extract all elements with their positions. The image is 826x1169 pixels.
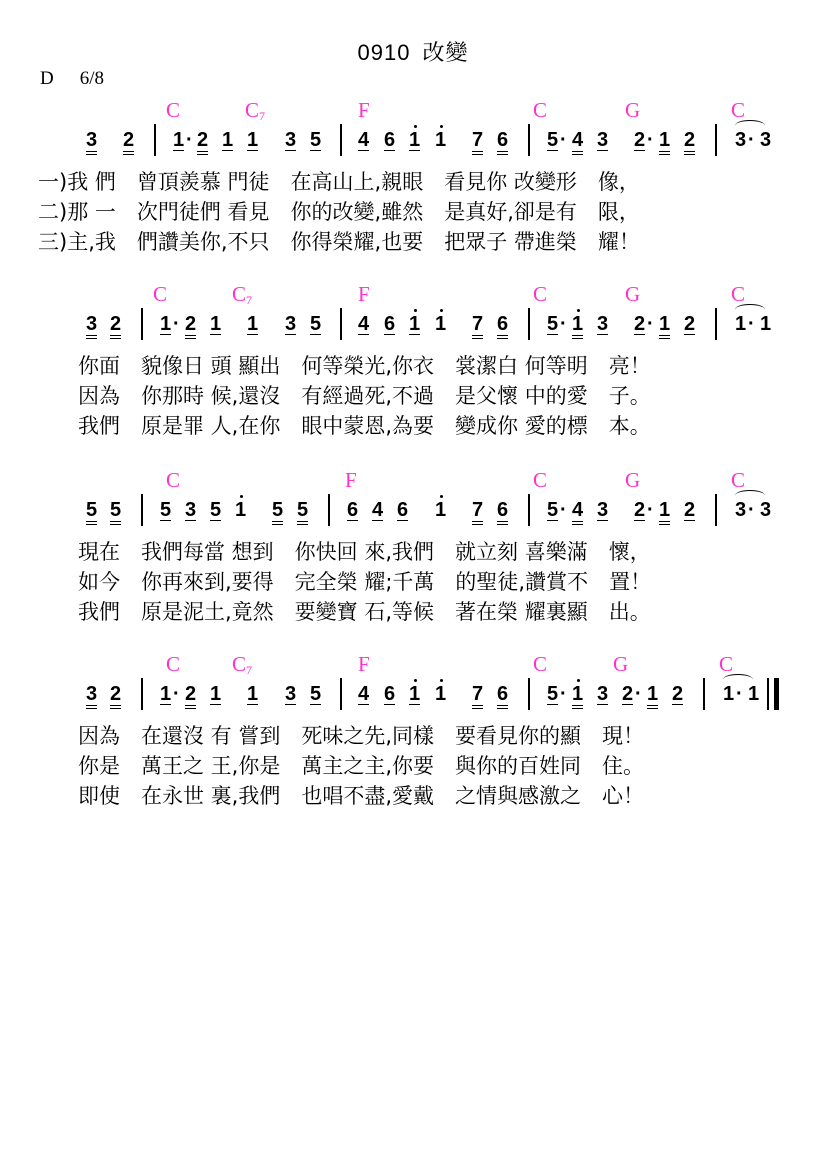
chord-row	[0, 98, 826, 124]
bar-line	[328, 494, 330, 526]
note: 6	[497, 684, 508, 709]
lyric-text: 三)主,我 們讚美你,不只 你得榮耀,也要 把眾子 帶進榮 耀！	[38, 230, 640, 254]
note: 1	[435, 313, 447, 335]
bar-line	[141, 308, 143, 340]
bar-line	[528, 308, 530, 340]
lyric-line-verse-2	[0, 380, 826, 410]
note: 5	[310, 683, 322, 705]
chord-symbol: $C_7$	[232, 652, 253, 677]
note: 5	[272, 500, 283, 525]
chord-symbol: G	[625, 98, 641, 122]
time-signature: 6/8	[79, 68, 105, 89]
lyric-line-verse-2	[0, 750, 826, 780]
note: 3	[285, 129, 297, 151]
note: 5	[210, 499, 222, 521]
bar-line	[340, 124, 342, 156]
note: 1	[572, 684, 583, 709]
note: 4	[358, 683, 370, 705]
note: 1	[723, 683, 735, 705]
dot: ·	[173, 683, 180, 705]
lyric-text: 我們 原是泥土,竟然 要變寶 石,等候 著在榮 耀裏顯 出。	[78, 600, 651, 624]
dot: ·	[647, 499, 654, 521]
dot: ·	[560, 499, 567, 521]
note: 1	[572, 314, 583, 339]
note: 4	[358, 313, 370, 335]
lyrics-block	[0, 536, 826, 626]
dot: ·	[647, 313, 654, 335]
chord-symbol: C	[731, 98, 746, 122]
note: 1	[435, 499, 447, 521]
chord-symbol: C	[166, 468, 181, 492]
lyric-text: 現在 我們每當 想到 你快回 來,我們 就立刻 喜樂滿 懷，	[78, 540, 651, 564]
note: 3	[760, 129, 772, 151]
note: 4	[358, 129, 370, 151]
note: 6	[384, 683, 396, 705]
note: 3	[597, 313, 609, 335]
note: 1	[659, 130, 670, 155]
song-title	[0, 36, 826, 67]
notation-row	[0, 494, 826, 530]
notation-row	[0, 678, 826, 714]
bar-line	[528, 494, 530, 526]
bar-line	[528, 678, 530, 710]
dot: ·	[173, 313, 180, 335]
chord-symbol: F	[358, 98, 370, 122]
note: 2	[110, 314, 121, 339]
chord-symbol: C	[166, 652, 181, 676]
chord-symbol: C	[533, 652, 548, 676]
lyric-line-verse-1	[0, 720, 826, 750]
note: 3	[86, 130, 97, 155]
note: 1	[409, 129, 421, 151]
note: 1	[247, 683, 259, 705]
music-system	[0, 282, 826, 440]
note: 1	[160, 683, 172, 705]
chord-row	[0, 468, 826, 494]
note: 1	[647, 684, 658, 709]
chord-symbol: $C_7$	[232, 282, 253, 307]
lyric-text: 即使 在永世 裏,我們 也唱不盡,愛戴 之情與感激之 心！	[78, 784, 645, 808]
note: 3	[185, 499, 197, 521]
note: 1	[409, 313, 421, 335]
chord-symbol: F	[345, 468, 357, 492]
chord-symbol: G	[625, 468, 641, 492]
chord-symbol: C	[731, 282, 746, 306]
dot: ·	[560, 683, 567, 705]
dot: ·	[560, 313, 567, 335]
bar-line	[715, 124, 717, 156]
note: 2	[672, 683, 684, 705]
note: 1	[760, 313, 772, 335]
dot: ·	[736, 683, 743, 705]
note: 1	[247, 313, 259, 335]
note: 6	[384, 313, 396, 335]
music-system	[0, 652, 826, 810]
chord-symbol: C	[166, 98, 181, 122]
chord-symbol: C	[719, 652, 734, 676]
chord-symbol: C	[533, 98, 548, 122]
note: 6	[497, 130, 508, 155]
music-system	[0, 98, 826, 256]
note: 2	[185, 684, 196, 709]
note: 5	[310, 129, 322, 151]
chord-symbol: G	[625, 282, 641, 306]
key-signature: D	[40, 68, 54, 89]
dot: ·	[560, 129, 567, 151]
note: 5	[547, 683, 559, 705]
chord-symbol: F	[358, 282, 370, 306]
note: 7	[472, 130, 483, 155]
note: 2	[110, 684, 121, 709]
lyric-text: 如今 你再來到,要得 完全榮 耀;千萬 的聖徒,讚賞不 置！	[78, 570, 652, 594]
chord-row	[0, 282, 826, 308]
note: 1	[748, 683, 760, 705]
note: 7	[472, 314, 483, 339]
bar-line	[703, 678, 705, 710]
final-bar-line	[774, 678, 779, 710]
note: 7	[472, 500, 483, 525]
lyrics-block	[0, 166, 826, 256]
note: 5	[297, 500, 308, 525]
note: 3	[285, 683, 297, 705]
lyric-line-verse-1	[0, 350, 826, 380]
lyric-line-verse-1	[0, 536, 826, 566]
note: 2	[634, 499, 646, 521]
note: 3	[597, 499, 609, 521]
note: 6	[497, 500, 508, 525]
note: 3	[285, 313, 297, 335]
note: 2	[684, 130, 695, 155]
note: 3	[735, 499, 747, 521]
note: 2	[185, 314, 196, 339]
note: 1	[435, 129, 447, 151]
note: 3	[735, 129, 747, 151]
lyric-text: 一)我 們 曾頂羨慕 門徒 在高山上,親眼 看見你 改變形 像，	[38, 170, 640, 194]
note: 5	[547, 499, 559, 521]
lyric-text: 你面 貌像日 頭 顯出 何等榮光,你衣 裳潔白 何等明 亮！	[78, 354, 651, 378]
key-time-signature	[40, 68, 130, 90]
note: 1	[735, 313, 747, 335]
note: 7	[472, 684, 483, 709]
song-name: 改變	[422, 41, 469, 66]
chord-symbol: G	[613, 652, 629, 676]
lyric-text: 你是 萬王之 王,你是 萬主之主,你要 與你的百姓同 住。	[78, 754, 645, 778]
note: 2	[123, 130, 134, 155]
note: 4	[572, 130, 583, 155]
bar-line	[715, 308, 717, 340]
note: 3	[597, 683, 609, 705]
chord-symbol: $C_7$	[245, 98, 266, 123]
bar-line	[141, 678, 143, 710]
note: 3	[597, 129, 609, 151]
note: 2	[622, 683, 634, 705]
note: 1	[173, 129, 185, 151]
note: 1	[235, 499, 247, 521]
chord-symbol: F	[358, 652, 370, 676]
note: 5	[547, 313, 559, 335]
note: 2	[684, 499, 696, 521]
note: 2	[197, 130, 208, 155]
dot: ·	[635, 683, 642, 705]
lyrics-block	[0, 350, 826, 440]
note: 4	[372, 499, 384, 521]
lyric-line-verse-1	[0, 166, 826, 196]
music-system	[0, 468, 826, 626]
notation-row	[0, 124, 826, 160]
bar-line	[528, 124, 530, 156]
dot: ·	[748, 499, 755, 521]
chord-symbol: C	[533, 468, 548, 492]
bar-line	[141, 494, 143, 526]
note: 2	[634, 313, 646, 335]
note: 3	[86, 314, 97, 339]
note: 2	[684, 313, 696, 335]
note: 1	[160, 313, 172, 335]
note: 5	[160, 499, 172, 521]
note: 1	[409, 683, 421, 705]
lyric-text: 因為 你那時 候,還沒 有經過死,不過 是父懷 中的愛 子。	[78, 384, 651, 408]
notation-row	[0, 308, 826, 344]
chord-row	[0, 652, 826, 678]
note: 5	[310, 313, 322, 335]
dot: ·	[186, 129, 193, 151]
note: 6	[347, 499, 359, 521]
note: 3	[760, 499, 772, 521]
lyric-text: 我們 原是罪 人,在你 眼中蒙恩,為要 變成你 愛的標 本。	[78, 414, 651, 438]
lyric-line-verse-3	[0, 780, 826, 810]
lyric-line-verse-3	[0, 596, 826, 626]
lyric-text: 因為 在還沒 有 嘗到 死味之先,同樣 要看見你的顯 現！	[78, 724, 645, 748]
note: 1	[210, 683, 222, 705]
note: 1	[659, 314, 670, 339]
bar-line	[154, 124, 156, 156]
lyric-line-verse-2	[0, 196, 826, 226]
note: 6	[497, 314, 508, 339]
note: 1	[435, 683, 447, 705]
lyric-text: 二)那 一 次門徒們 看見 你的改變,雖然 是真好,卻是有 限，	[38, 200, 640, 224]
note: 1	[222, 129, 234, 151]
note: 4	[572, 500, 583, 525]
note: 6	[384, 129, 396, 151]
note: 5	[110, 500, 121, 525]
note: 1	[210, 313, 222, 335]
dot: ·	[748, 313, 755, 335]
note: 5	[547, 129, 559, 151]
bar-line	[340, 308, 342, 340]
note: 1	[659, 500, 670, 525]
note: 6	[397, 499, 409, 521]
note: 3	[86, 684, 97, 709]
chord-symbol: C	[153, 282, 168, 306]
chord-symbol: C	[731, 468, 746, 492]
lyric-line-verse-3	[0, 226, 826, 256]
note: 1	[247, 129, 259, 151]
note: 2	[634, 129, 646, 151]
lyrics-block	[0, 720, 826, 810]
lyric-line-verse-3	[0, 410, 826, 440]
bar-line	[340, 678, 342, 710]
dot: ·	[748, 129, 755, 151]
dot: ·	[647, 129, 654, 151]
note: 5	[86, 500, 97, 525]
song-number: 0910	[357, 40, 411, 65]
bar-line	[715, 494, 717, 526]
lyric-line-verse-2	[0, 566, 826, 596]
chord-symbol: C	[533, 282, 548, 306]
